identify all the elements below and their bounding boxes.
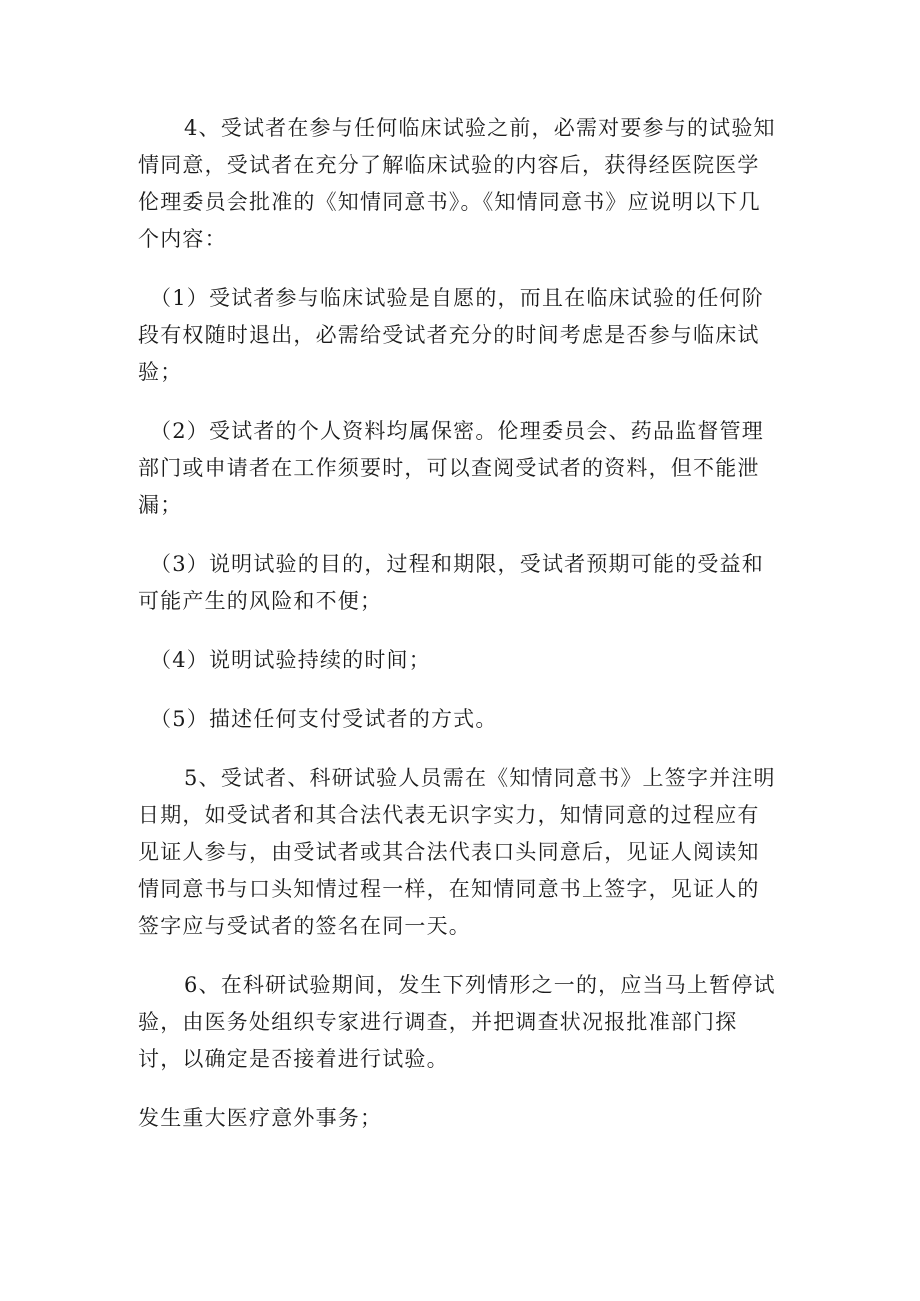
paragraph-major-accident: 发生重大医疗意外事务； (138, 1106, 383, 1130)
list-item-3-purpose-risks: （3）说明试验的目的，过程和期限，受试者预期可能的受益和可能产生的风险和不便； (138, 552, 764, 613)
list-item-4-duration: （4）说明试验持续的时间； (150, 648, 431, 672)
list-item-2-confidentiality: （2）受试者的个人资料均属保密。伦理委员会、药品监督管理部门或申请者在工作须要时，可以查阅受试者的资料，但不能泄漏； (138, 419, 764, 517)
list-item-1-voluntary: （1）受试者参与临床试验是自愿的，而且在临床试验的任何阶段有权随时退出，必需给受试者充分的时间考虑是否参与临床试验； (138, 286, 764, 384)
document-body (138, 110, 778, 1137)
paragraph-4-informed-consent: 4、受试者在参与任何临床试验之前，必需对要参与的试验知情同意，受试者在充分了解临床试验的内容后，获得经医院医学伦理委员会批准的《知情同意书》。《知情同意书》应说明以下几个内容： (138, 116, 776, 251)
list-item-5-payment: （5）描述任何支付受试者的方式。 (150, 707, 498, 731)
paragraph-5-signatures: 5、受试者、科研试验人员需在《知情同意书》上签字并注明日期，如受试者和其合法代表无识字实力，知情同意的过程应有见证人参与，由受试者或其合法代表口头同意后，见证人阅读知情同意书与口头知情过程一样，在知情同意书上签字，见证人的签字应与受试者的签名在同一天。 (138, 766, 776, 938)
paragraph-6-suspension: 6、在科研试验期间，发生下列情形之一的，应当马上暂停试验，由医务处组织专家进行调查，并把调查状况报批准部门探讨，以确定是否接着进行试验。 (138, 973, 776, 1071)
